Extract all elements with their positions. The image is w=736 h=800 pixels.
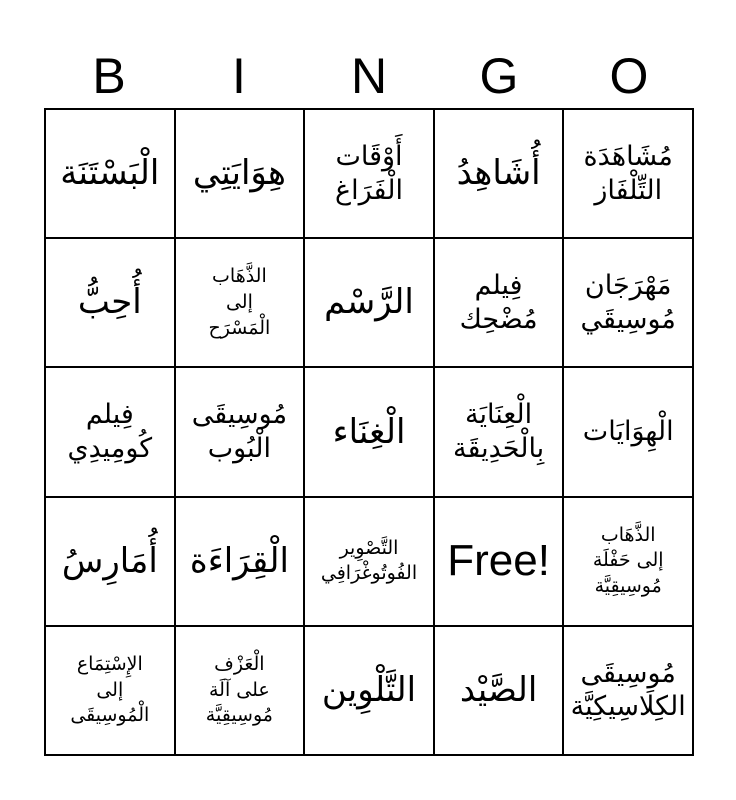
- bingo-cell[interactable]: الْغِنَاء: [304, 367, 434, 496]
- bingo-cell[interactable]: مَهْرَجَان مُوسِيقَي: [563, 238, 693, 367]
- header-letter-g: G: [479, 48, 519, 104]
- bingo-cell[interactable]: الذَّهَاب إلى حَفْلَة مُوسِيقِيَّة: [563, 497, 693, 626]
- bingo-cell[interactable]: أُحِبُّ: [45, 238, 175, 367]
- bingo-cell[interactable]: أَوْقَات الْفَرَاغ: [304, 109, 434, 238]
- header-letter-i: I: [232, 48, 246, 104]
- bingo-cell[interactable]: التَّلْوِين: [304, 626, 434, 755]
- bingo-cell[interactable]: فِيلم كُومِيدِي: [45, 367, 175, 496]
- header-letter-n: N: [350, 48, 388, 104]
- bingo-cell[interactable]: أُمَارِسُ: [45, 497, 175, 626]
- bingo-cell[interactable]: الرَّسْم: [304, 238, 434, 367]
- bingo-header: [44, 46, 694, 106]
- bingo-cell[interactable]: الْعِنَايَة بِالْحَدِيقَة: [434, 367, 564, 496]
- header-letter-o: O: [609, 48, 649, 104]
- bingo-cell[interactable]: مُشَاهَدَة التِّلْفَاز: [563, 109, 693, 238]
- bingo-cell[interactable]: فِيلم مُضْحِك: [434, 238, 564, 367]
- bingo-cell[interactable]: الْبَسْتَنَة: [45, 109, 175, 238]
- bingo-cell[interactable]: الإِسْتِمَاع إلى الْمُوسِيقَى: [45, 626, 175, 755]
- bingo-cell[interactable]: مُوسِيقَى الْبُوب: [175, 367, 305, 496]
- bingo-cell[interactable]: أُشَاهِدُ: [434, 109, 564, 238]
- bingo-cell[interactable]: الذَّهَاب إلى الْمَسْرَح: [175, 238, 305, 367]
- bingo-cell[interactable]: الْقِرَاءَة: [175, 497, 305, 626]
- bingo-card: [44, 108, 694, 756]
- bingo-cell[interactable]: هِوَايَتِي: [175, 109, 305, 238]
- bingo-cell[interactable]: الْعَزْف على آلَة مُوسِيقِيَّة: [175, 626, 305, 755]
- bingo-cell[interactable]: مُوسِيقَى الكِلَاسِيكِيَّة: [563, 626, 693, 755]
- bingo-cell[interactable]: الْهِوَايَات: [563, 367, 693, 496]
- bingo-cell[interactable]: الصَّيْد: [434, 626, 564, 755]
- header-letter-b: B: [92, 48, 126, 104]
- free-space-cell[interactable]: Free!: [434, 497, 564, 626]
- bingo-cell[interactable]: التَّصْوِير الفُوتُوغْرَافِي: [304, 497, 434, 626]
